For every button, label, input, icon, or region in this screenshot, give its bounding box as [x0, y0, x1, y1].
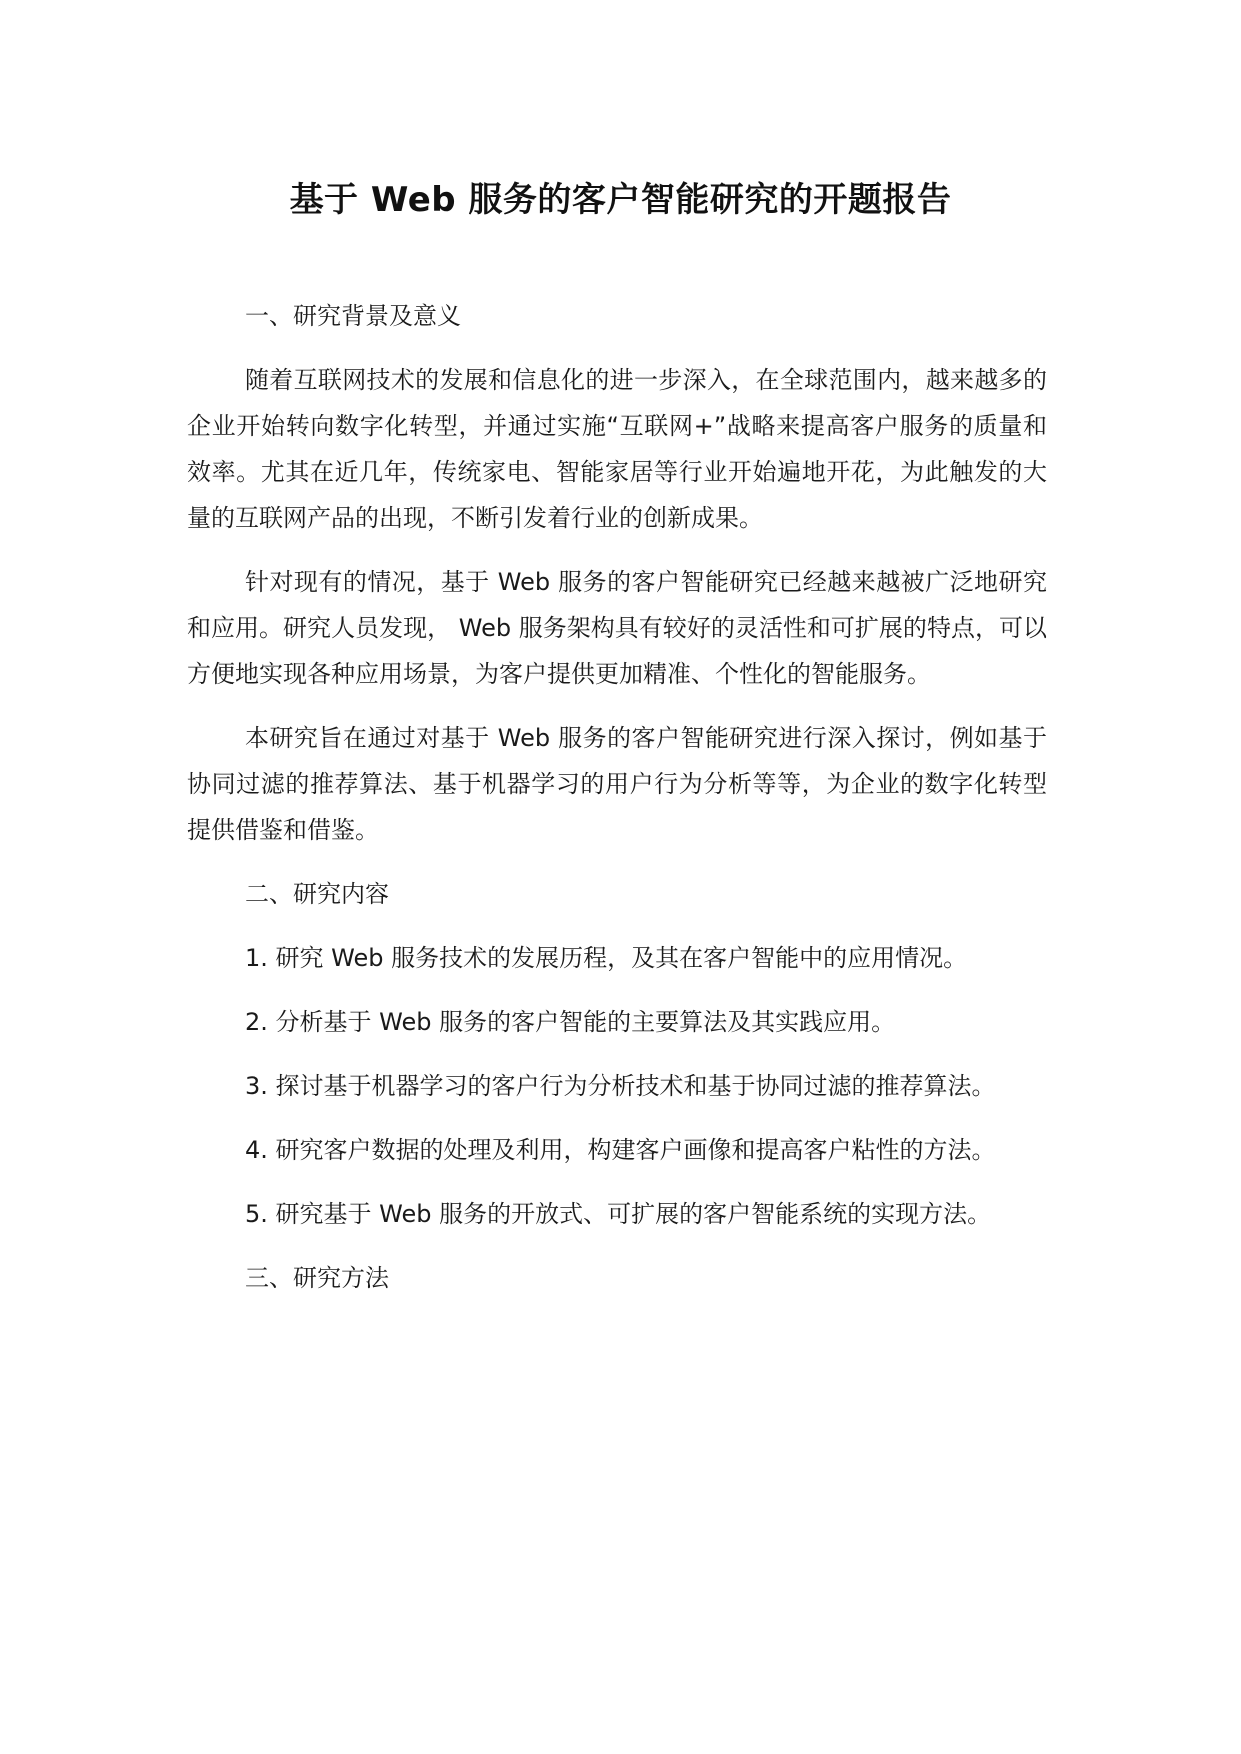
list-item-content-5: 5. 研究基于 Web 服务的开放式、可扩展的客户智能系统的实现方法。: [245, 1200, 992, 1228]
paragraph-background-1: 随着互联网技术的发展和信息化的进一步深入，在全球范围内，越来越多的企业开始转向数字化转型，并通过实施“互联网+”战略来提高客户服务的质量和效率。尤其在近几年，传统家电、智能家居等行业开始遍地开花，为此触发的大量的互联网产品的出现，不断引发着行业的创新成果。: [187, 366, 1047, 532]
section-heading-content: 二、研究内容: [245, 880, 389, 908]
list-item-content-2: 2. 分析基于 Web 服务的客户智能的主要算法及其实践应用。: [245, 1008, 896, 1036]
paragraph-background-2: 针对现有的情况，基于 Web 服务的客户智能研究已经越来越被广泛地研究和应用。研究人员发现， Web 服务架构具有较好的灵活性和可扩展的特点，可以方便地实现各种应用场景，为客户提供更加精准、个性化的智能服务。: [187, 568, 1047, 688]
document-body: [187, 293, 1047, 1319]
list-item-content-1: 1. 研究 Web 服务技术的发展历程，及其在客户智能中的应用情况。: [245, 944, 968, 972]
list-item-content-4: 4. 研究客户数据的处理及利用，构建客户画像和提高客户粘性的方法。: [245, 1136, 996, 1164]
section-heading-method: 三、研究方法: [245, 1264, 389, 1292]
paragraph-background-3: 本研究旨在通过对基于 Web 服务的客户智能研究进行深入探讨，例如基于协同过滤的推荐算法、基于机器学习的用户行为分析等等，为企业的数字化转型提供借鉴和借鉴。: [187, 724, 1047, 844]
list-item-content-3: 3. 探讨基于机器学习的客户行为分析技术和基于协同过滤的推荐算法。: [245, 1072, 996, 1100]
section-heading-background: 一、研究背景及意义: [245, 302, 461, 330]
document-title: 基于 Web 服务的客户智能研究的开题报告: [289, 180, 952, 220]
